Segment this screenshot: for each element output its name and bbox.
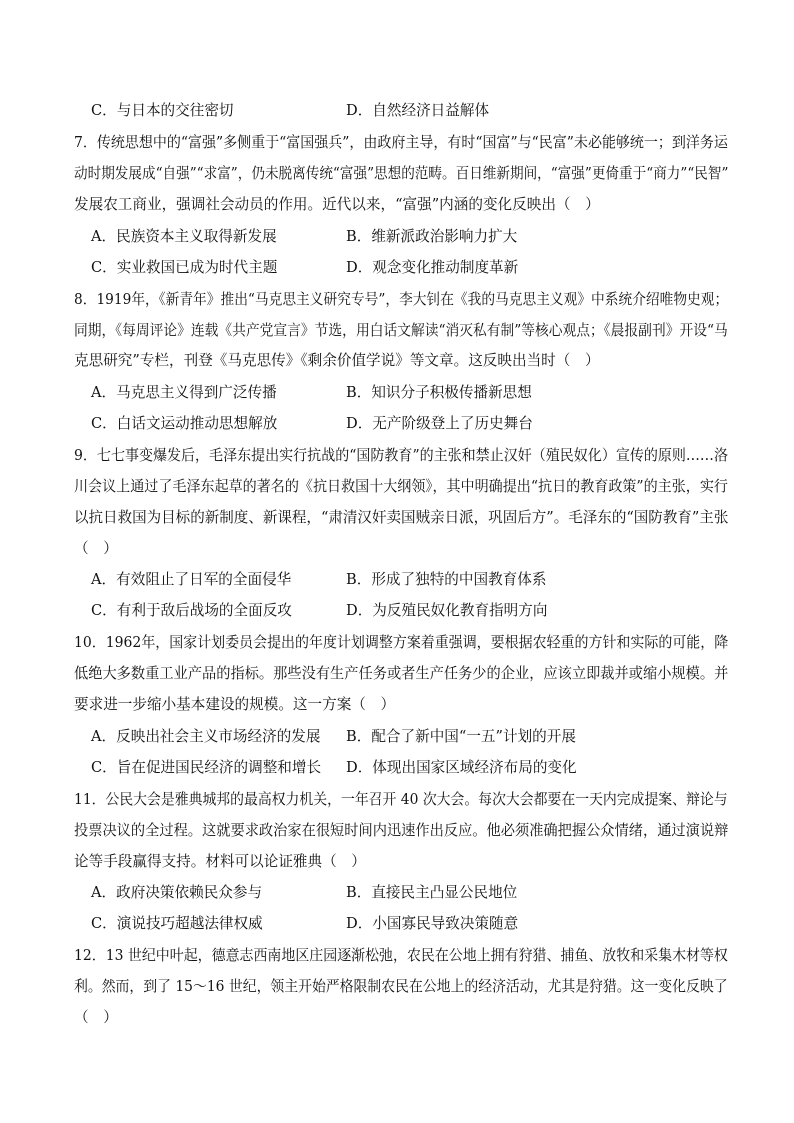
q10-option-b: B．配合了新中国“一五”计划的开展 (346, 728, 576, 745)
q7-option-a: A．民族资本主义取得新发展 (91, 228, 277, 245)
q10-option-a: A．反映出社会主义市场经济的发展 (91, 728, 321, 745)
q10-option-d: D．体现出国家区域经济布局的变化 (346, 759, 577, 776)
q11-stem-line-2: 投票决议的全过程。这就要求政治家在很短时间内迅速作出反应。他必须准确把握公众情绪，通过演说辩 (74, 822, 729, 839)
q11-stem-line-1: 11．公民大会是雅典城邦的最高权力机关，一年召开 40 次大会。每次大会都要在一天内完成提案、辩论与 (74, 791, 728, 808)
q7-stem-line-2: 动时期发展成“自强”“求富”，仍未脱离传统“富强”思想的范畴。百日维新期间，“富强”更倚重于“商力”“民智” (74, 165, 729, 182)
q8-option-d: D．无产阶级登上了历史舞台 (346, 415, 533, 432)
q12-answer-blank: （ ） (74, 1009, 118, 1026)
q8-stem-line-1: 8．1919年，《新青年》推出“马克思主义研究专号”，李大钊在《我的马克思主义观》中系统介绍唯物史观； (74, 291, 729, 308)
q9-option-b: B．形成了独特的中国教育体系 (346, 571, 547, 588)
q8-stem-line-2: 同期，《每周评论》连载《共产党宣言》节选，用白话文解读“消灭私有制”等核心观点；《晨报副刊》开设“马 (74, 322, 728, 339)
q10-stem-line-2: 低绝大多数重工业产品的指标。那些没有生产任务或者生产任务少的企业，应该立即裁并或缩小规模。并 (74, 665, 729, 682)
q10-stem-line-3: 要求进一步缩小基本建设的规模。这一方案（ ） (74, 696, 396, 713)
q10-stem-line-1: 10．1962年，国家计划委员会提出的年度计划调整方案着重强调，要根据农轻重的方针和实际的可能，降 (74, 634, 729, 651)
q7-stem-line-1: 7．传统思想中的“富强”多侧重于“富国强兵”，由政府主导，有时“国富”与“民富”未必能够统一；到洋务运 (74, 134, 728, 151)
q7-stem-line-3: 发展农工商业，强调社会动员的作用。近代以来，“富强”内涵的变化反映出（ ） (74, 196, 600, 213)
q11-stem-line-3: 论等手段赢得支持。材料可以论证雅典（ ） (74, 853, 366, 870)
q12-stem-line-2: 利。然而，到了 15～16 世纪，领主开始严格限制农民在公地上的经济活动，尤其是狩猎。这一变化反映了 (74, 978, 728, 995)
q9-option-d: D．为反殖民奴化教育指明方向 (346, 602, 548, 619)
q8-option-a: A．马克思主义得到广泛传播 (91, 384, 277, 401)
q11-option-a: A．政府决策依赖民众参与 (91, 884, 263, 901)
q6-option-d: D．自然经济日益解体 (346, 102, 490, 119)
q9-option-c: C．有利于敌后战场的全面反攻 (91, 602, 292, 619)
q9-stem-line-1: 9．七七事变爆发后，毛泽东提出实行抗战的“国防教育”的主张和禁止汉奸（殖民奴化）宣传的原则……洛 (74, 447, 728, 464)
q10-option-c: C．旨在促进国民经济的调整和增长 (91, 759, 322, 776)
q8-option-c: C．白话文运动推动思想解放 (91, 415, 278, 432)
q7-option-b: B．维新派政治影响力扩大 (346, 228, 518, 245)
q11-option-c: C．演说技巧超越法律权威 (91, 915, 263, 932)
q9-answer-blank: （ ） (74, 540, 118, 557)
q12-stem-line-1: 12．13 世纪中叶起，德意志西南地区庄园逐渐松弛，农民在公地上拥有狩猎、捕鱼、放牧和采集木材等权 (74, 947, 728, 964)
q9-stem-line-3: 以抗日救国为目标的新制度、新课程，“肃清汉奸卖国贼亲日派，巩固后方”。毛泽东的“国防教育”主张 (74, 509, 729, 526)
q11-option-b: B．直接民主凸显公民地位 (346, 884, 518, 901)
q9-option-a: A．有效阻止了日军的全面侵华 (91, 571, 292, 588)
q9-stem-line-2: 川会议上通过了毛泽东起草的著名的《抗日救国十大纲领》，其中明确提出“抗日的教育政策”的主张，实行 (74, 478, 728, 495)
q11-option-d: D．小国寡民导致决策随意 (346, 915, 519, 932)
q8-stem-line-3: 克思研究”专栏，刊登《马克思传》《剩余价值学说》等文章。这反映出当时（ ） (74, 352, 600, 369)
q6-option-c: C．与日本的交往密切 (91, 102, 234, 119)
q8-option-b: B．知识分子积极传播新思想 (346, 384, 532, 401)
q7-option-c: C．实业救国已成为时代主题 (91, 259, 278, 276)
q7-option-d: D．观念变化推动制度革新 (346, 259, 519, 276)
